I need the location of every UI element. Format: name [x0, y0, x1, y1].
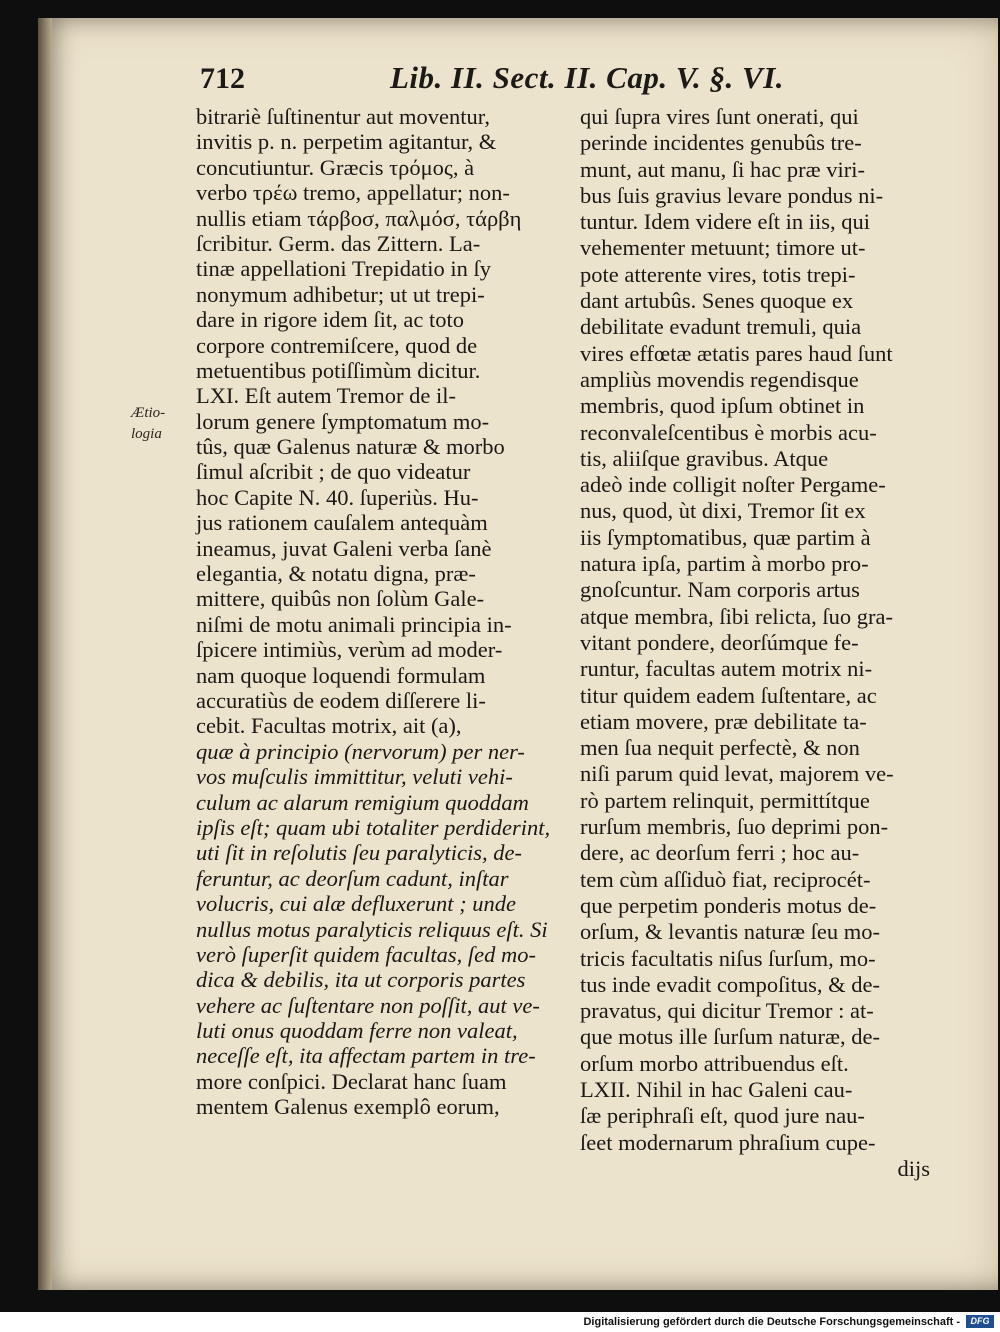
- text-line: ſcribitur. Germ. das Zittern. La-: [196, 230, 481, 256]
- text-line: gnoſcuntur. Nam corporis artus: [580, 577, 860, 603]
- text-line: bitrariè ſuſtinentur aut moventur,: [196, 104, 491, 129]
- text-line: rurſum membris, ſuo deprimi pon-: [580, 814, 889, 840]
- text-line: cebit. Facultas motrix, ait (a),: [196, 713, 462, 739]
- text-line: reconvaleſcentibus è morbis acu-: [580, 419, 877, 445]
- footer-bar: [0, 1312, 1000, 1332]
- text-line: ſæ periphraſi eſt, quod jure nau-: [580, 1103, 865, 1129]
- text-line: dant artubûs. Senes quoque ex: [580, 288, 854, 314]
- text-line: rò partem relinquit, permittítque: [580, 787, 870, 813]
- text-line: niſmi de motu animali principia in-: [196, 611, 512, 637]
- text-line: nus, quod, ùt dixi, Tremor ſit ex: [580, 498, 866, 524]
- text-line: iis ſymptomatibus, quæ partim à: [580, 524, 871, 550]
- margin-note-line: Ætio-: [131, 405, 166, 421]
- left-text-column: [196, 104, 556, 1120]
- text-line: vitant pondere, deorſúmque fe-: [580, 629, 859, 655]
- text-line: men ſua nequit perfectè, & non: [580, 735, 860, 761]
- text-line: atque membra, ſibi relicta, ſuo gra-: [580, 603, 894, 629]
- text-line: debilitate evadunt tremuli, quia: [580, 314, 862, 340]
- text-line: uti ſit in reſolutis ſeu paralyticis, de-: [196, 840, 523, 866]
- text-line: verbo τρέω tremo, appellatur; non-: [196, 180, 510, 206]
- text-line: ſimul aſcribit ; de quo videatur: [196, 459, 471, 485]
- text-line: ſpicere intimiùs, verùm ad moder-: [196, 637, 503, 663]
- text-line: tem cùm aſſiduò fiat, reciprocét-: [580, 866, 871, 892]
- dfg-logo: DFG: [966, 1315, 994, 1328]
- text-line: nullus motus paralyticis reliquus eſt. Si: [196, 916, 548, 942]
- margin-note-line: logia: [131, 426, 162, 442]
- text-line: que motus ille ſurſum naturæ, de-: [580, 1024, 880, 1050]
- text-line: hoc Capite N. 40. ſuperiùs. Hu-: [196, 484, 479, 510]
- text-line: nonymum adhibetur; ut ut trepi-: [196, 281, 485, 307]
- text-line: invitis p. n. perpetim agitantur, &: [196, 129, 497, 155]
- text-line: pravatus, qui dicitur Tremor : at-: [580, 998, 874, 1024]
- text-line: concutiuntur. Græcis τρόμος, à: [196, 154, 475, 180]
- text-line: verò ſuperſit quidem facultas, ſed mo-: [196, 941, 536, 967]
- text-line: nam quoque loquendi formulam: [196, 662, 486, 688]
- text-line: tûs, quæ Galenus naturæ & morbo: [196, 434, 505, 460]
- text-line: LXII. Nihil in hac Galeni cau-: [580, 1076, 853, 1102]
- text-line: tricis facultatis niſus ſurſum, mo-: [580, 945, 876, 971]
- text-line: titur quidem eadem ſuſtentare, ac: [580, 682, 877, 708]
- funding-notice: Digitalisierung gefördert durch die Deutsche Forschungsgemeinschaft -: [583, 1316, 960, 1328]
- text-line: etiam movere, præ debilitate ta-: [580, 708, 867, 734]
- text-line: dica & debilis, ita ut corporis partes: [196, 967, 526, 993]
- text-line: pote atterente vires, totis trepi-: [580, 261, 856, 287]
- text-line: vehementer metuunt; timore ut-: [580, 235, 866, 261]
- text-line: dere, ac deorſum ferri ; hoc au-: [580, 840, 860, 866]
- text-line: mentem Galenus exemplô eorum,: [196, 1094, 500, 1120]
- text-line: nullis etiam τάρβοσ, παλμόσ, τάρβη: [196, 205, 522, 231]
- text-line: tinæ appellationi Trepidatio in ſy: [196, 256, 491, 282]
- text-line: corpore contremiſcere, quod de: [196, 332, 478, 358]
- text-line: tis, aliiſque gravibus. Atque: [580, 445, 829, 471]
- page-header: [200, 60, 800, 104]
- text-line: que perpetim ponderis motus de-: [580, 892, 877, 918]
- text-line: tus inde evadit compoſitus, & de-: [580, 971, 880, 997]
- text-line: ſeet modernarum phraſium cupe-: [580, 1129, 876, 1155]
- text-line: elegantia, & notatu digna, præ-: [196, 561, 476, 587]
- text-line: membris, quod ipſum obtinet in: [580, 393, 865, 419]
- page-number: 712: [200, 62, 245, 95]
- text-line: volucris, cui alæ defluxerunt ; unde: [196, 891, 516, 917]
- text-line: mittere, quibûs non ſolùm Gale-: [196, 586, 485, 612]
- text-line: vos muſculis immittitur, veluti vehi-: [196, 764, 513, 790]
- text-line: lorum genere ſymptomatum mo-: [196, 408, 490, 434]
- text-line: feruntur, ac deorſum cadunt, inſtar: [196, 865, 509, 891]
- text-line: munt, aut manu, ſi hac præ viri-: [580, 156, 865, 182]
- text-line: accuratiùs de eodem diſſerere li-: [196, 687, 486, 713]
- text-line: bus ſuis gravius levare pondus ni-: [580, 182, 884, 208]
- margin-note: [131, 403, 191, 445]
- text-line: perinde incidentes genubûs tre-: [580, 130, 862, 156]
- text-line: adeò inde colligit noſter Pergame-: [580, 472, 886, 498]
- text-line: vehere ac ſuſtentare non poſſit, aut ve-: [196, 992, 540, 1018]
- page-gutter: [38, 18, 52, 1290]
- running-head: Lib. II. Sect. II. Cap. V. §. VI.: [390, 60, 785, 95]
- text-line: orſum, & levantis naturæ ſeu mo-: [580, 919, 880, 945]
- text-line: quæ à principio (nervorum) per ner-: [196, 738, 525, 764]
- text-line: runtur, facultas autem motrix ni-: [580, 656, 873, 682]
- text-line: orſum morbo attribuendus eſt.: [580, 1050, 849, 1076]
- text-line: culum ac alarum remigium quoddam: [196, 789, 529, 815]
- text-line: neceſſe eſt, ita affectam partem in tre-: [196, 1043, 536, 1069]
- text-line: ipſis eſt; quam ubi totaliter perdiderint,: [196, 814, 551, 840]
- text-line: luti onus quoddam ferre non valeat,: [196, 1018, 518, 1044]
- text-line: dijs: [897, 1155, 930, 1181]
- text-line: metuentibus potiſſimùm dicitur.: [196, 357, 481, 383]
- text-line: tuntur. Idem videre eſt in iis, qui: [580, 209, 870, 235]
- text-line: ampliùs movendis regendisque: [580, 366, 859, 392]
- text-line: niſi parum quid levat, majorem ve-: [580, 761, 894, 787]
- text-line: vires effœtæ ætatis pares haud ſunt: [580, 340, 893, 366]
- text-line: dare in rigore idem ſit, ac toto: [196, 307, 465, 333]
- text-line: natura ipſa, partim à morbo pro-: [580, 551, 869, 577]
- text-line: jus rationem cauſalem antequàm: [196, 510, 488, 536]
- text-line: more conſpici. Declarat hanc ſuam: [196, 1068, 507, 1094]
- text-line: LXI. Eſt autem Tremor de il-: [196, 383, 456, 409]
- text-line: qui ſupra vires ſunt onerati, qui: [580, 104, 859, 129]
- right-text-column: [580, 104, 930, 1182]
- text-line: ineamus, juvat Galeni verba ſanè: [196, 535, 492, 561]
